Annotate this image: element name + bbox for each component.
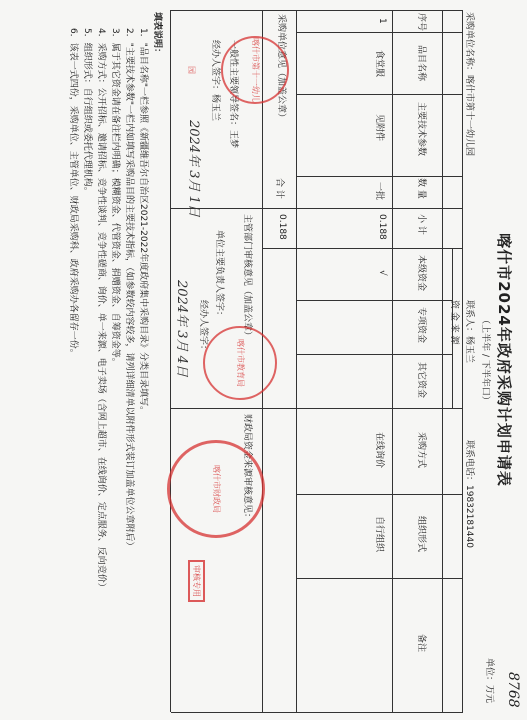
unit-label: 单位：万元	[484, 658, 494, 704]
unit-handler-sign: 经办人签字：杨玉兰	[210, 40, 220, 122]
finance-opinion-label: 财政局资金来源审核意见：	[242, 414, 252, 523]
row-subtotal: 0.188	[377, 214, 387, 240]
total-value: 0.188	[277, 214, 287, 240]
row-org-form: 自行组织	[374, 516, 384, 553]
total-label: 合 计	[274, 178, 284, 199]
finance-approval-seal: 审核专用	[188, 560, 205, 602]
header-index: 序号	[416, 13, 426, 32]
note-item: 3．属于其它资金请在备注栏内明确；模糊资金、代管资金、捐赠资金、自筹资金等。	[110, 28, 120, 367]
dept-handler-sign: 经办人签字：	[198, 300, 208, 355]
header-funding-source: 资 金 来 源	[449, 300, 459, 345]
row-tech-params: 见附件	[374, 114, 384, 142]
unit-leader-sign: 一般性主要领导签名：王梦	[228, 40, 238, 149]
row-item-name: 食堂服	[374, 50, 384, 78]
note-item: 4．采购方式：公开招标、邀请招标、竞争性谈判、竞争性磋商、询价、单一来源、电子卖场（含网上超市、在线询价、定点服务、反向竞价）	[96, 28, 106, 592]
header-fund-special: 专项资金	[416, 307, 426, 344]
note-item: 5．组织形式：自行组织或委托代理机构。	[82, 28, 92, 196]
row-method: 在线询价	[374, 432, 384, 469]
unit-opinion-label: 采购单位意见（加盖公章）	[276, 14, 286, 123]
note-item: 1．"品目名称"一栏参照《新疆维吾尔自治区2021-2022年度政府集中采购目录》分类目录填写。	[138, 28, 148, 416]
form-title: 喀什市2024年政府采购计划申请表	[495, 233, 513, 487]
note-item: 6．该表一式四份，采购单位、主管单位、财政局采购科、政府采购办各留存一份。	[68, 28, 78, 358]
contact-phone: 联系电话：19832181440	[464, 440, 474, 548]
row-index: 1	[377, 18, 387, 24]
dept-date: 2024年 3月 4日	[174, 280, 189, 377]
contact-person: 联系人：杨玉兰	[464, 300, 474, 364]
header-fund-budget: 本级资金	[416, 255, 426, 292]
header-subtotal: 小 计	[416, 214, 426, 235]
dept-opinion-label: 主管部门审核意见（加盖公章）	[242, 214, 252, 341]
header-remarks: 备注	[416, 634, 426, 653]
unit-date: 2024年 3月 1日	[186, 120, 201, 217]
header-fund-other: 其它资金	[416, 362, 426, 399]
unit-seal-stamp: 喀什市第十一幼儿园	[221, 36, 289, 104]
dept-leader-sign: 单位主要负责人签字：	[214, 230, 224, 321]
row-fund-budget: √	[377, 270, 387, 276]
header-item-name: 品目名称	[416, 45, 426, 82]
row-quantity: 一批	[374, 182, 384, 201]
handwritten-number: 8768	[505, 672, 521, 708]
note-item: 2．"主要技术参数"一栏内如填写采购品目的主要技术指标，（如参数较内容较多，请列详细清单以附件形式装订加盖单位公章附后）	[124, 28, 134, 551]
header-org-form: 组织形式	[416, 516, 426, 553]
header-quantity: 数 量	[416, 178, 426, 199]
purchaser-name: 采购单位名称：喀什市第十一幼儿园	[464, 12, 474, 157]
finance-seal-stamp: 喀什市财政局	[167, 440, 265, 538]
dept-seal-stamp: 喀什市教育局	[203, 326, 277, 400]
notes-label: 填表说明：	[152, 12, 162, 58]
form-subtitle: （上半年 / 下半年口）	[480, 315, 490, 405]
header-tech-params: 主要技术参数	[416, 102, 426, 157]
header-method: 采购方式	[416, 432, 426, 469]
